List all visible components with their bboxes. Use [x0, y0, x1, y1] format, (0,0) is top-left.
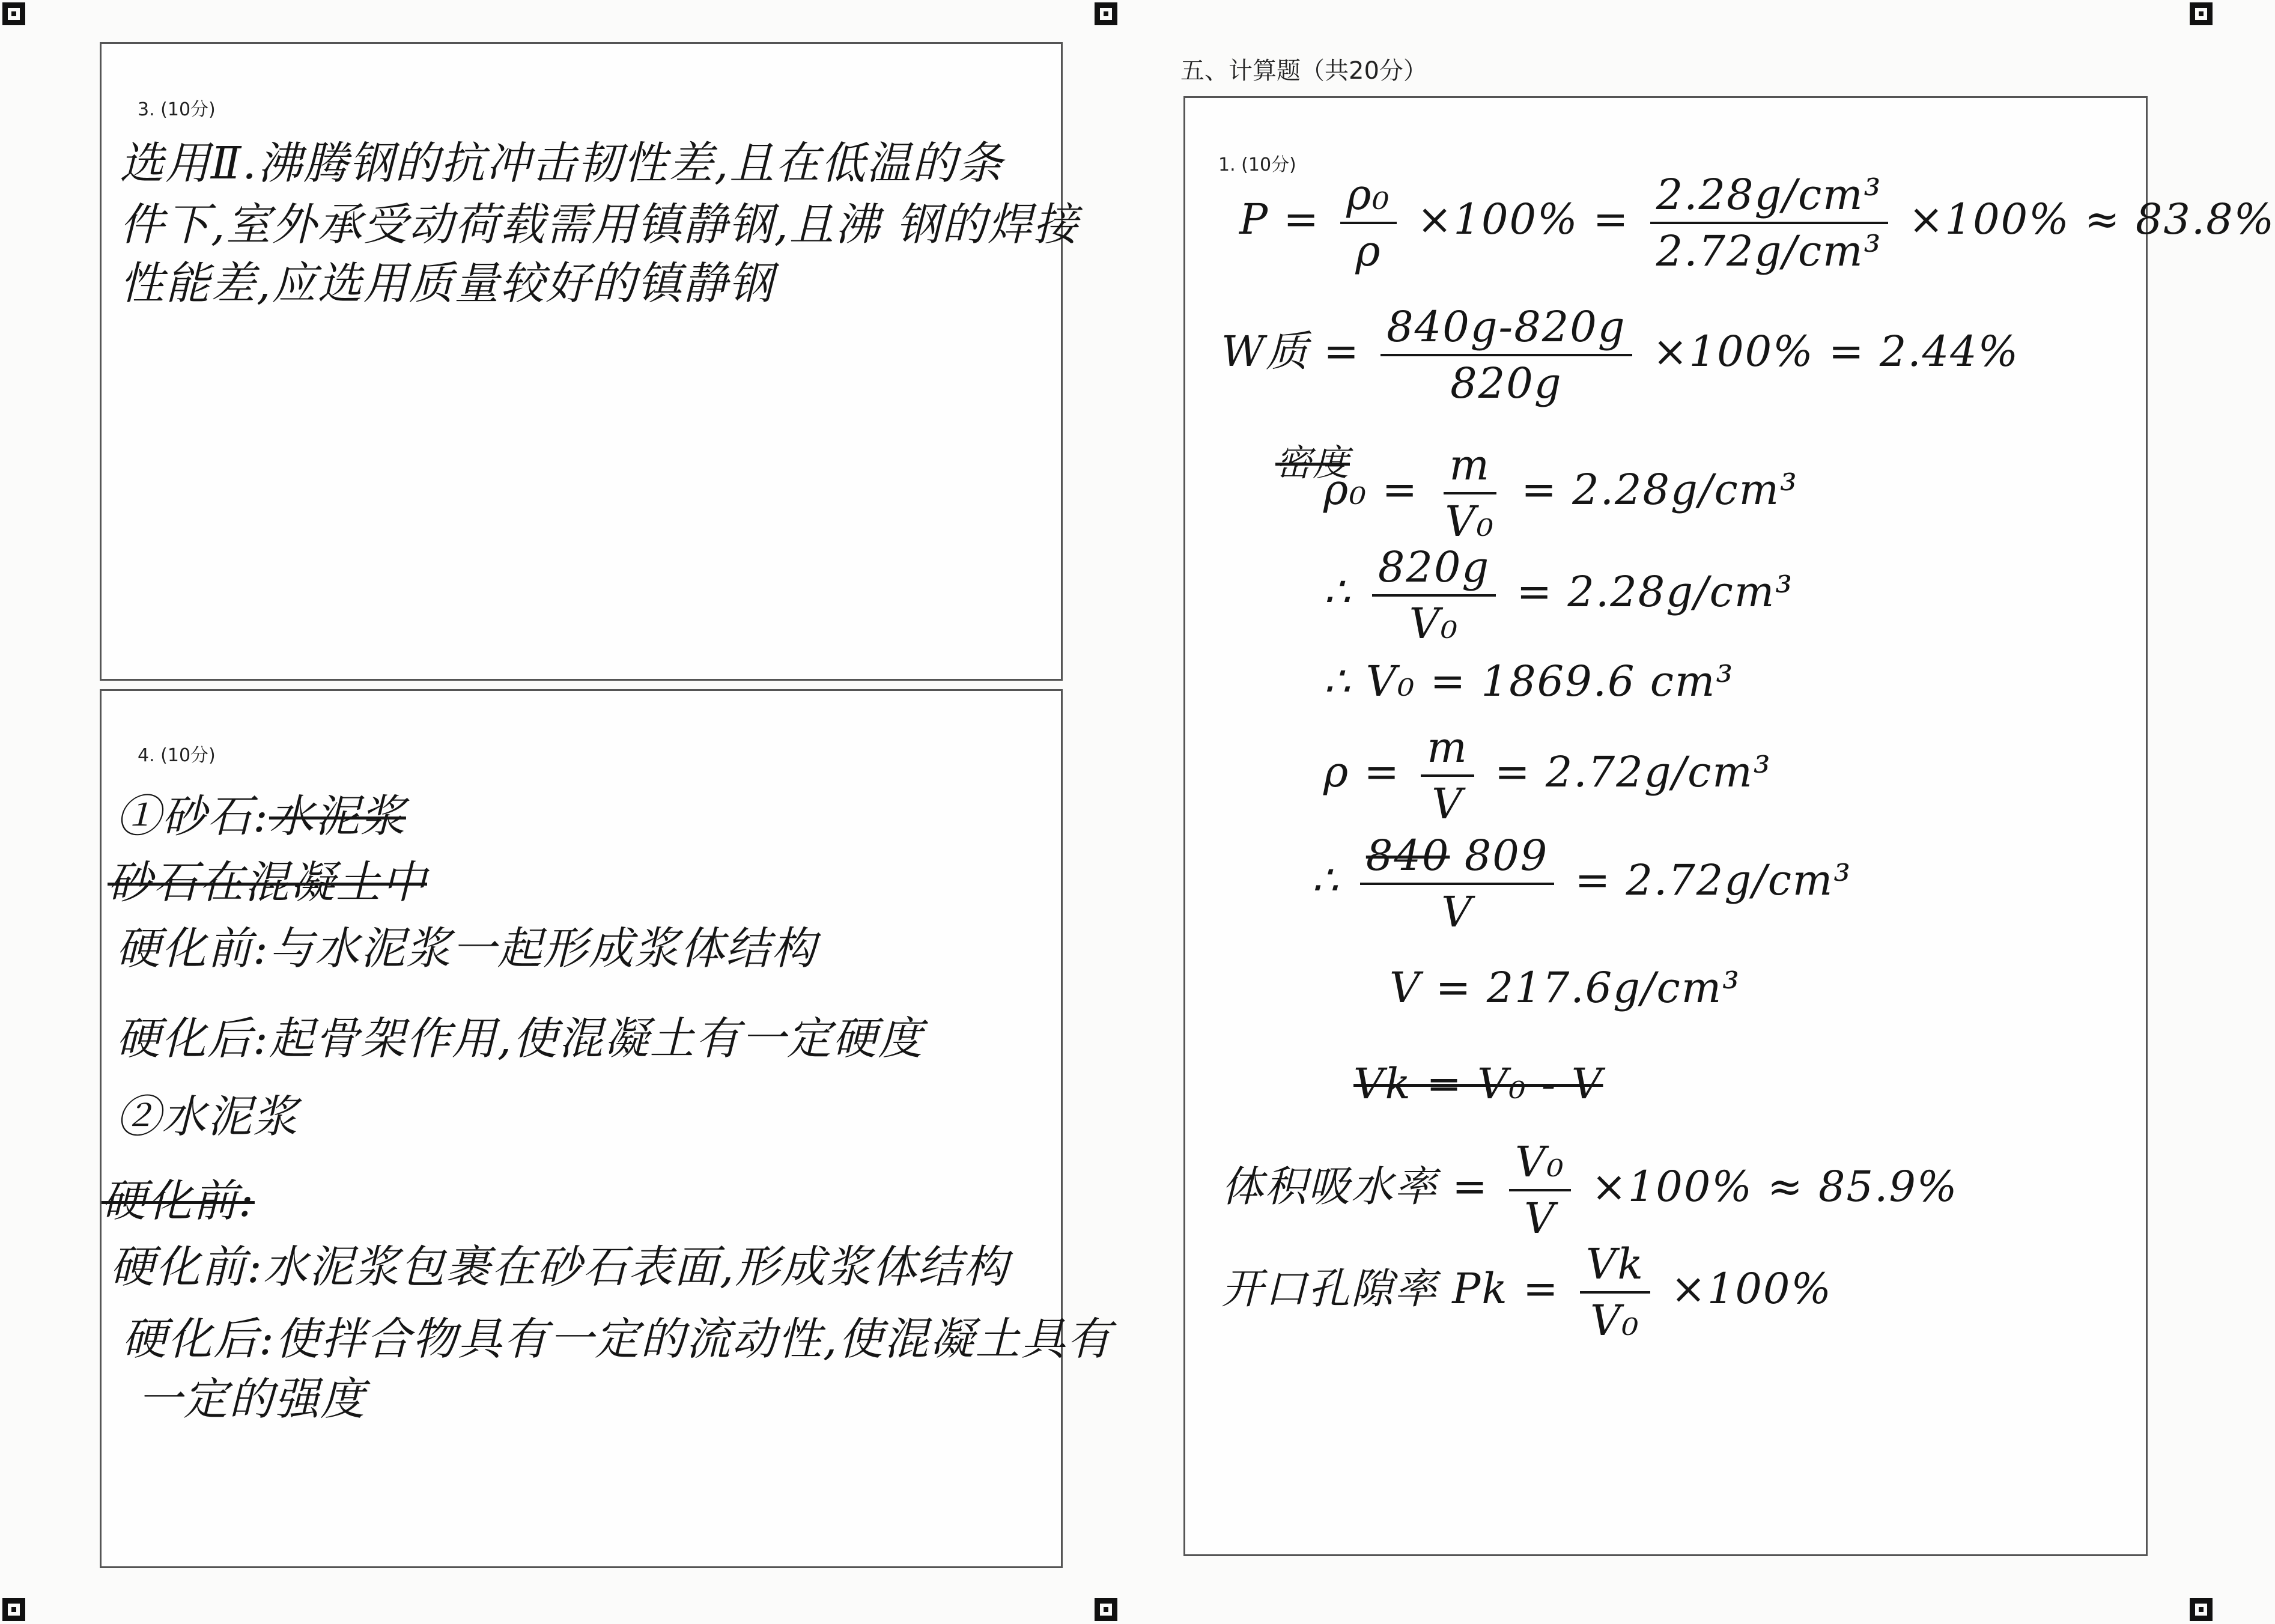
equation-porosity: P = $\frac{\text{ρ₀}}{\rho}$ ×100% = $\frac{\text{2.28g/cm³}}{\text{2.72g/cm³}}$ ×100% ≈ 83.8%	[1239, 170, 2275, 276]
registration-marker-top-left	[2, 2, 25, 25]
equation-apparent-density: ρ₀ = $\frac{m}{\text{V₀}}$ = 2.28g/cm³	[1323, 440, 1799, 546]
fraction: $\frac{820g}{\text{V₀}}$	[1372, 543, 1496, 648]
registration-marker-top-center	[1095, 2, 1117, 25]
registration-marker-bottom-center	[1095, 1598, 1117, 1621]
equation-open-porosity: 开口孔隙率 Pk = $\frac{Vk}{\text{V₀}}$ ×100%	[1221, 1239, 1832, 1345]
question-label: 4. (10分)	[138, 745, 216, 766]
fraction: $\frac{\text{ρ₀}}{\rho}$	[1340, 170, 1396, 276]
struck-line: 砂石在混凝土中	[108, 857, 427, 908]
struck-line: 硬化前:	[102, 1175, 255, 1227]
struck-equation: Vk = V₀ - V	[1353, 1059, 1603, 1109]
equation-v: ∴ $\frac{840 809}{V}$ = 2.72g/cm³	[1311, 831, 1852, 937]
question-label: 1. (10分)	[1218, 154, 1296, 175]
fraction: $\frac{840g-820g}{820g}$	[1380, 302, 1632, 408]
handwritten-line: 硬化后:起骨架作用,使混凝土有一定硬度	[116, 1013, 924, 1065]
section-title: 五、计算题（共20分）	[1180, 57, 1427, 85]
fraction: $\frac{\text{2.28g/cm³}}{\text{2.72g/cm³}}$	[1650, 170, 1888, 276]
fraction: $\frac{Vk}{\text{V₀}}$	[1580, 1239, 1650, 1345]
handwritten-line: 硬化前:水泥浆包裹在砂石表面,形成浆体结构	[110, 1241, 1009, 1293]
equation-v-result: V = 217.6g/cm³	[1390, 963, 1741, 1012]
equation-v0: ∴ $\frac{820g}{\text{V₀}}$ = 2.28g/cm³	[1323, 543, 1794, 648]
struck-text: 密度	[1275, 442, 1350, 484]
registration-marker-top-right	[2190, 2, 2213, 25]
equation-density: ρ = $\frac{m}{V}$ = 2.72g/cm³	[1323, 723, 1772, 829]
fraction: $\frac{m}{\text{V₀}}$	[1439, 440, 1501, 546]
registration-marker-bottom-left	[2, 1598, 25, 1621]
struck-text: 840	[1365, 831, 1450, 880]
equation-v0-result: ∴ V₀ = 1869.6 cm³	[1323, 657, 1734, 706]
registration-marker-bottom-right	[2190, 1598, 2213, 1621]
question-label: 3. (10分)	[138, 99, 216, 120]
equation-volume-absorption: 体积吸水率 = $\frac{\text{V₀}}{V}$ ×100% ≈ 85.9%	[1221, 1137, 1958, 1243]
handwritten-line: 硬化前:与水泥浆一起形成浆体结构	[116, 923, 817, 975]
struck-text: 水泥浆	[269, 791, 406, 842]
fraction: $\frac{\text{V₀}}{V}$	[1509, 1137, 1571, 1243]
answer-box-q3	[100, 42, 1079, 681]
equation-mass-absorption: W质 = $\frac{840g-820g}{820g}$ ×100% = 2.44%	[1221, 302, 2020, 408]
handwritten-line: 选用Ⅱ.沸腾钢的抗冲击韧性差,且在低温的条	[120, 138, 1004, 189]
handwritten-line: 硬化后:使拌合物具有一定的流动性,使混凝土具有	[122, 1313, 1113, 1365]
fraction: $\frac{840 809}{V}$	[1360, 831, 1554, 937]
handwritten-line: ②水泥浆	[116, 1091, 299, 1143]
answer-box-q4	[100, 689, 1113, 1568]
handwritten-text: ①砂石:	[116, 791, 269, 842]
answer-box-calc-1	[1183, 96, 2275, 1556]
fraction: $\frac{m}{V}$	[1421, 723, 1474, 829]
handwritten-line: 性能差,应选用质量较好的镇静钢	[120, 258, 774, 309]
handwritten-line: 件下,室外承受动荷载需用镇静钢,且沸 钢的焊接	[120, 199, 1079, 251]
handwritten-line	[116, 781, 406, 845]
handwritten-line: 一定的强度	[138, 1373, 366, 1425]
